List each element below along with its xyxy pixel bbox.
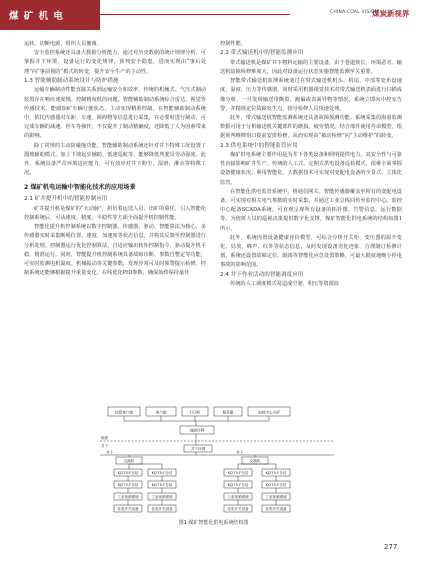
diagram-label: KJ275-F分站 xyxy=(227,483,249,487)
diagram-label: 各类开关设备 xyxy=(117,507,139,511)
diagram-label: KJ275-F分站 xyxy=(151,471,173,475)
paragraph: 控制性能。 xyxy=(220,41,246,47)
subsection-heading: 2.4 井下作业活动的智能调度应用 xyxy=(220,271,304,278)
journal-badge xyxy=(0,0,100,30)
page-header xyxy=(0,0,427,30)
paragraph: 智能化提升机控制系统以数字控制器、传感器、驱动、智能算法为核心，多传感器实时采集断绳位置、速度、加速度等状态信息，并将其反馈至控制器进行分析处理。控制器运行优化控制算法，自适应输出转矩控制指令，驱动提升机平稳、精准运行。同时，智能提升机控制系统具备故障诊断、参数自整定等功能，可实时监测电机温度、机械振动等关键参数，发现异常可及时预警提示检修。控制系统还能够根据提升重量变化，在线优化PID参数，确保始终保持最佳 xyxy=(24,224,206,277)
diagram-label-ground: 地面 xyxy=(101,436,109,440)
journal-english-title: CHINA COAL VISION xyxy=(330,10,379,15)
right-column xyxy=(220,40,402,289)
paragraph: 带式输送机是煤矿井下物料运输的主要设备，由于巷道狭长、环境恶劣、输送机故障检修难度大，因此对设备运行状态实施智能监测至关重要。 xyxy=(220,59,402,75)
diagram-label: KJ275-F分站 xyxy=(265,471,287,475)
diagram-label: KJ275-F分站 xyxy=(117,483,139,487)
power-supply-structure-diagram xyxy=(96,405,338,531)
diagram-label: KJ275-F分站 xyxy=(227,471,249,475)
subsection-heading: 2.1 矿井提升机中的智能控制应用 xyxy=(24,196,108,203)
diagram-label: 井下 xyxy=(236,450,244,455)
diagram-label: 交换机 xyxy=(249,459,261,463)
diagram-label: 打印机 xyxy=(189,410,201,415)
paragraph: 安全监控系统还具备大数据分析能力，通过对历史数据的统计规律分析，可掌握井下环境、设备运行的变化规律，预判安全隐患，进而实现由“事后处理”向“事前预防”模式的转变，提升安全生产的主动性。 xyxy=(24,50,206,75)
paragraph: 运输车辆制动性能直接关系到运输安全和效率，传统的机械式、气压式制动装置存在响应速度慢、控制精度低的问题。智能辅助制动系统综合雷达、视觉等传感技术，能感知矿车辆行驶状态，主动实现精准控制。在智能辅助制动系统中，依托传感器对车距、车速、障碍物等信息进行采集，在必要时进行制动，可完成车辆的减速、停车等操作，不仅提升了制动精确度，还降低了人为因素带来的影响。 xyxy=(24,87,206,140)
diagram-label: 井下 xyxy=(106,450,114,455)
left-column xyxy=(24,40,206,278)
subsection-heading: 2.2 带式输送机中的智能监测应用 xyxy=(220,50,304,57)
diagram-label: 各类开关设备 xyxy=(227,507,249,511)
diagram-label-underground: 井下 xyxy=(101,444,109,448)
diagram-label: 工业视频系统 xyxy=(265,495,287,499)
diagram-label: 各类开关设备 xyxy=(151,507,173,511)
paragraph: 此外，系统内置设备健康评价模型，可综合分析开关柜、变压器的温升变化、局放、峰声、红外等状态信息，及时发现设备劣化迹象，合理制订检修计划。系统还设置故障定位、隔离等智能化应急处置策略，可最大限度地缩小停电事故的影响范围。 xyxy=(220,234,402,269)
diagram-label: KJ275-F分站 xyxy=(117,471,139,475)
section-heading: 2 煤矿机电运输中智能化技术的应用场景 xyxy=(24,184,136,192)
page-number: 277 xyxy=(384,543,398,551)
paragraph: 传统的人工调度模式易造成空驶、积压等资源浪 xyxy=(230,281,339,288)
subsection-heading: 1.3 智能辅助制动系统设计与防护措施 xyxy=(24,77,119,84)
paragraph: 矿井提升机是煤矿的“大动脉”，担负着运送人员、出矿的重任，引入智能化控制系统后，可从速度、精度、平稳性等方面全面提升机控制性能。 xyxy=(24,205,206,222)
header-rule xyxy=(100,14,290,15)
diagram-label: 各类开关设备 xyxy=(265,507,287,511)
diagram-label: 客户端 xyxy=(155,410,167,415)
diagram-label: 工业视频系统 xyxy=(117,495,139,499)
journal-title: 煤 矿 机 电 xyxy=(9,11,64,22)
paragraph: 在智能化供电监管系统中，将通信网关、智能传感器覆盖至所有的变配电设备，可实现对相关电气参数的实时采集，并通过工业总线回传至监控中心。监控中心配备SCADA系统，可直观呈现所有设备的拓扑图、告警信息、运行数据等，为值班人员的巡视决策提供数字化支撑。煤矿智能化供电系统的结构如图1所示。 xyxy=(220,188,402,232)
diagram-label: 监控中心大屏 xyxy=(258,410,280,415)
diagram-label: 服务器 xyxy=(222,410,234,415)
diagram-label: 远程客户端 xyxy=(115,410,133,415)
paragraph: 煤矿供电系统主要作用是为井下各类设备和照明提供电力，其安全性与可靠性直接影响矿井生产。传统的人工式、定期式供电设备巡检模式，很难全面掌握设备健康状况，利用智能化，大数据技术可实现对变配电设备的全景式、立体化监管。 xyxy=(220,152,402,186)
diagram-label: 地面环网 xyxy=(189,428,205,433)
diagram-label: 交换机 xyxy=(123,459,135,463)
paragraph: 运转、切断电源，组织人员撤离。 xyxy=(24,41,102,47)
paragraph: 除了常规的主动防碰撞功能，智能辅助制动系统还针对井下特殊工况设置了溜坡辅助模式，加上下坡起步辅助、低速巡航等，能够降低驾驶员劳动强度。此外，系统具备严苛环境适应能力，可有效应对井下粉尘、湿滑、淋水等特殊工况。 xyxy=(24,142,206,177)
figure-caption: 图1 煤矿智能化供电系统结构图 xyxy=(178,520,249,526)
diagram-label: KJ275-F分站 xyxy=(151,483,173,487)
subsection-heading: 2.3 供电系统中的智能监管应用 xyxy=(220,142,298,149)
diagram-label: 工业视频系统 xyxy=(151,495,173,499)
paragraph: 此外，带式输送机智能监测系统还具备故障预测功能。系统采集的海量监测数据可用于分析输送机关键部件的磨损、疲劳情况，结合部件使用寿命模型，根据预判维修窗口提前安排检修，从而实现由“被动检修”向“主动维护”的转变。 xyxy=(220,114,402,140)
diagram-label: 工业视频系统 xyxy=(227,495,249,499)
diagram-label: 井下环网 xyxy=(190,447,206,451)
paragraph: 智能带式输送机监测系统通过在带式输送机机头、机尾、中部等处布设速度、温度、压力等传感器，同时采用机器视觉技术对带式输送机表面进行扫描成像分析，一旦发现输送带撕裂、跑偏或表面异物等情况，系统立即向中控室告警，并精准定位故障发生点，指导检修人员快速处理。 xyxy=(220,78,402,112)
diagram-label: KJ275-F分站 xyxy=(265,483,287,487)
section-title: 煤炭新视界 xyxy=(372,9,410,18)
